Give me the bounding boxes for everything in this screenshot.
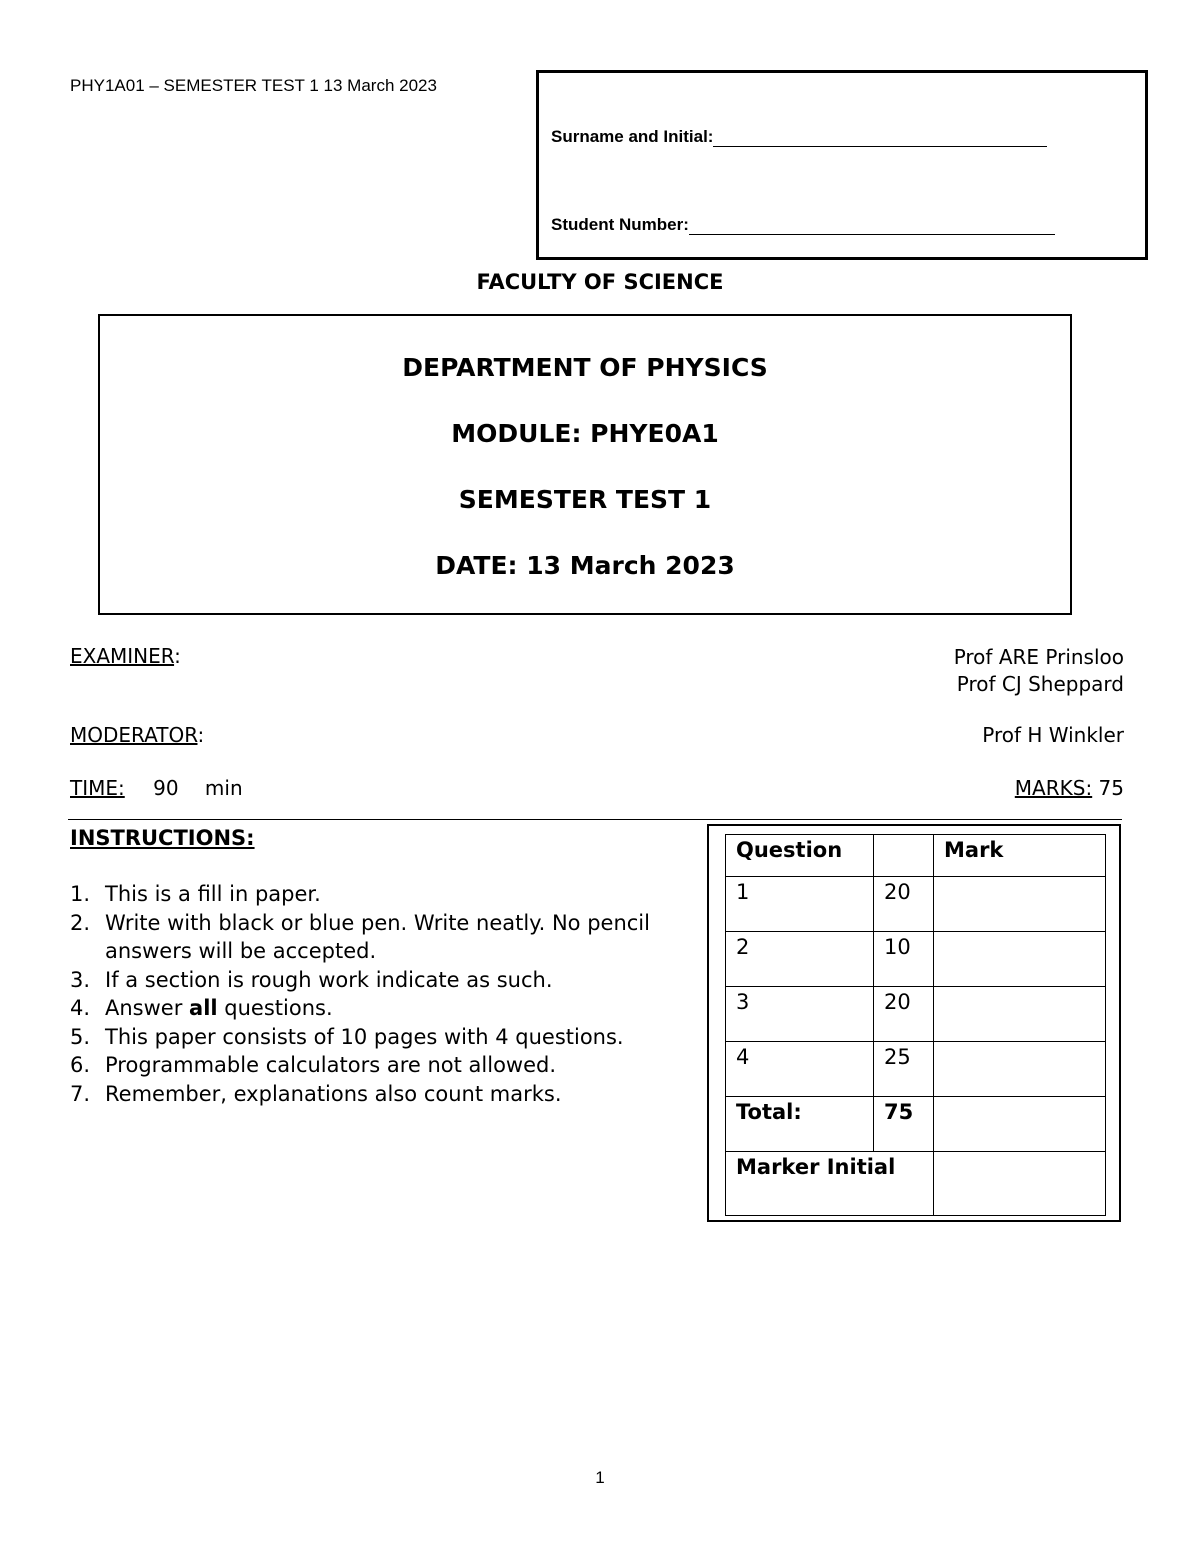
faculty-title: FACULTY OF SCIENCE	[476, 270, 724, 294]
header-question: Question	[726, 835, 874, 877]
mark-cell[interactable]	[934, 877, 1106, 932]
marker-initial-label: Marker Initial	[726, 1152, 934, 1216]
time-unit: min	[204, 776, 243, 800]
table-row	[726, 987, 1106, 1042]
student-number-field[interactable]	[689, 216, 1055, 235]
examiner-name: Prof ARE Prinsloo	[953, 645, 1124, 669]
time-label: TIME: 90 min	[70, 776, 243, 800]
marks-total-value: 75	[1098, 776, 1124, 800]
table-row	[726, 932, 1106, 987]
department-box	[98, 314, 1072, 615]
question-number: 3	[726, 987, 874, 1042]
marker-initial-row	[726, 1152, 1106, 1216]
table-row	[726, 877, 1106, 932]
instruction-item: 2. Write with black or blue pen. Write neatly. No pencil answers will be accepted.	[70, 910, 650, 963]
total-row	[726, 1097, 1106, 1152]
mark-cell[interactable]	[934, 987, 1106, 1042]
student-number-label: Student Number:	[551, 215, 689, 234]
total-label: Total:	[726, 1097, 874, 1152]
header-mark: Mark	[934, 835, 1106, 877]
mark-cell[interactable]	[934, 932, 1106, 987]
instruction-item: 5. This paper consists of 10 pages with 4 questions.	[70, 1024, 624, 1049]
question-number: 1	[726, 877, 874, 932]
question-marks: 20	[874, 987, 934, 1042]
question-marks: 10	[874, 932, 934, 987]
department-title: DEPARTMENT OF PHYSICS	[402, 353, 768, 382]
divider	[68, 819, 1122, 820]
examiner-names	[954, 644, 1124, 698]
instructions-list	[70, 880, 690, 1108]
table-header-row	[726, 835, 1106, 877]
student-id-box	[536, 70, 1148, 260]
marker-initial-cell[interactable]	[934, 1152, 1106, 1216]
surname-label: Surname and Initial:	[551, 127, 714, 146]
marks-table	[725, 834, 1106, 1216]
instructions-title: INSTRUCTIONS:	[70, 826, 255, 850]
question-number: 4	[726, 1042, 874, 1097]
test-title: SEMESTER TEST 1	[458, 485, 712, 514]
marks-table-frame	[707, 824, 1121, 1222]
question-marks: 25	[874, 1042, 934, 1097]
question-number: 2	[726, 932, 874, 987]
examiner-name: Prof CJ Sheppard	[956, 672, 1124, 696]
instruction-item: 4. Answer all questions.	[70, 996, 333, 1020]
test-date: DATE: 13 March 2023	[435, 551, 735, 580]
instruction-item: 1. This is a fill in paper.	[70, 882, 321, 906]
surname-field[interactable]	[713, 128, 1047, 147]
surname-row	[551, 127, 1047, 147]
module-title: MODULE: PHYE0A1	[451, 419, 719, 448]
time-value: 90	[153, 776, 179, 800]
student-number-row	[551, 215, 1055, 235]
instruction-item: 3. If a section is rough work indicate as such.	[70, 967, 553, 992]
question-marks: 20	[874, 877, 934, 932]
course-header: PHY1A01 – SEMESTER TEST 1 13 March 2023	[70, 76, 437, 95]
examiner-label: EXAMINER:	[70, 644, 181, 668]
marks-total: MARKS: 75	[1014, 776, 1124, 800]
instruction-item: 7. Remember, explanations also count marks.	[70, 1081, 562, 1106]
mark-cell[interactable]	[934, 1042, 1106, 1097]
instruction-item: 6. Programmable calculators are not allowed.	[70, 1053, 557, 1077]
header-marks	[874, 835, 934, 877]
moderator-name: Prof H Winkler	[982, 723, 1124, 747]
moderator-label: MODERATOR:	[70, 723, 205, 747]
total-marks: 75	[874, 1097, 934, 1152]
total-mark-cell[interactable]	[934, 1097, 1106, 1152]
table-row	[726, 1042, 1106, 1097]
page-number: 1	[595, 1468, 605, 1487]
